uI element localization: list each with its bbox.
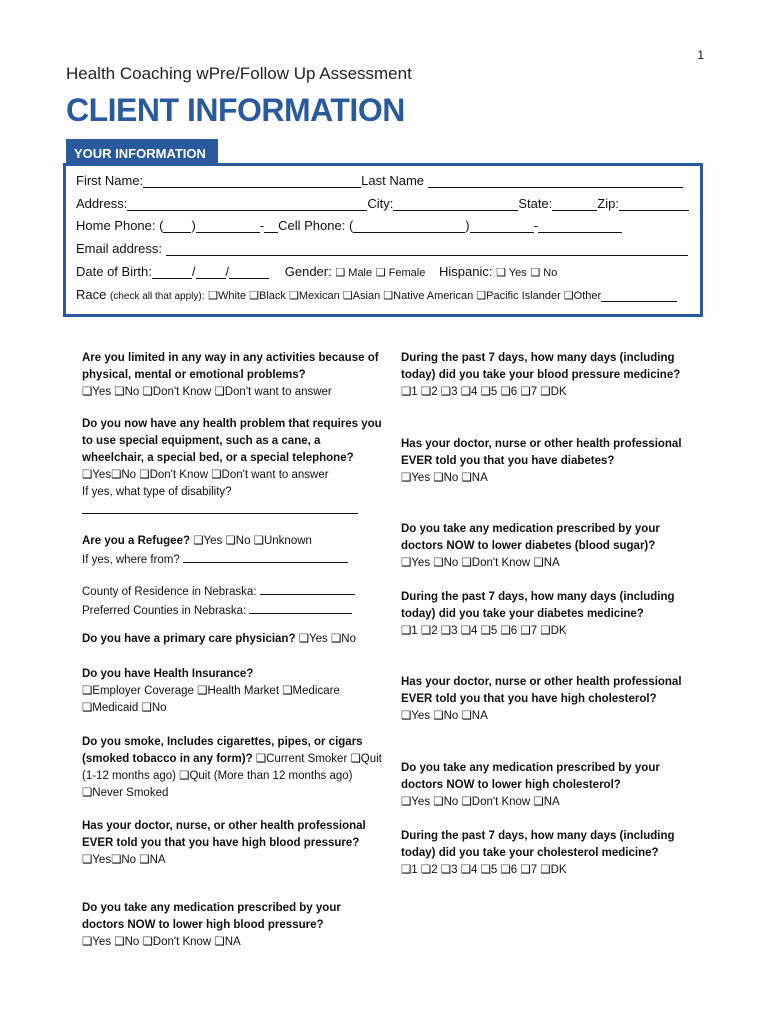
question-text: Do you take any medication prescribed by your doctors NOW to lower high blood pressure? — [82, 902, 341, 931]
question-text: Are you limited in any way in any activities because of physical, mental or emotional problems? — [82, 352, 379, 381]
preferred-label: Preferred Counties in Nebraska: — [82, 605, 247, 617]
answer-options[interactable]: ❑Yes ❑No ❑Unknown — [193, 535, 312, 547]
address-row — [76, 196, 689, 211]
question-diabetes-days — [401, 589, 686, 640]
county-field[interactable] — [260, 582, 355, 595]
state-label: State: — [518, 196, 553, 211]
answer-options[interactable]: ❑Yes ❑No ❑Don't Know ❑NA — [401, 796, 560, 808]
home-phone-field[interactable] — [196, 218, 260, 233]
cell-phone-label: Cell Phone: ( — [278, 218, 354, 233]
page-title: CLIENT INFORMATION — [66, 92, 405, 128]
email-label: Email address: — [76, 241, 162, 256]
answer-options[interactable]: ❑Yes ❑No ❑Don't Know ❑NA — [82, 936, 241, 948]
question-bp-med — [82, 900, 382, 951]
male-checkbox[interactable]: ❑ Male — [335, 267, 373, 279]
race-other-field[interactable] — [601, 287, 677, 302]
race-row — [76, 287, 677, 302]
home-phone-label: Home Phone: ( — [76, 218, 164, 233]
question-text: Do you now have any health problem that requires you to use special equipment, such as a cane, a wheelchair, a special bed, or a special telephone? — [82, 418, 382, 464]
answer-options[interactable]: ❑Yes ❑No ❑Don't Know ❑Don't want to answer — [82, 386, 332, 398]
email-field[interactable] — [166, 241, 688, 256]
preferred-field[interactable] — [249, 601, 352, 614]
follow-up-text: If yes, what type of disability? — [82, 486, 232, 498]
question-pcp — [82, 631, 382, 648]
hispanic-yes-checkbox[interactable]: ❑ Yes — [496, 267, 527, 279]
answer-options[interactable]: ❑1 ❑2 ❑3 ❑4 ❑5 ❑6 ❑7 ❑DK — [401, 864, 567, 876]
address-label: Address: — [76, 196, 128, 211]
page-number: 1 — [697, 48, 704, 62]
email-row — [76, 241, 688, 256]
refugee-origin-field[interactable] — [183, 550, 348, 563]
name-row — [76, 173, 683, 188]
first-name-field[interactable] — [143, 173, 361, 188]
dob-label: Date of Birth: — [76, 264, 152, 279]
answer-options[interactable]: ❑Yes❑No ❑NA — [82, 854, 166, 866]
answer-options[interactable]: ❑Yes ❑No ❑NA — [401, 710, 488, 722]
question-text: Do you have a primary care physician? — [82, 633, 296, 645]
question-bp — [82, 818, 382, 869]
cell-phone-field[interactable] — [470, 218, 534, 233]
document-subtitle: Health Coaching wPre/Follow Up Assessment — [66, 64, 412, 83]
hispanic-label: Hispanic: — [438, 264, 493, 279]
question-text: Has your doctor, nurse or other health professional EVER told you that you have high cholesterol? — [401, 676, 682, 705]
answer-options[interactable]: ❑Yes ❑No — [298, 633, 356, 645]
race-note: (check all that apply): — [109, 291, 205, 302]
county-label: County of Residence in Nebraska: — [82, 586, 257, 598]
hispanic-no-checkbox[interactable]: ❑ No — [530, 267, 558, 279]
race-options[interactable]: ❑White ❑Black ❑Mexican ❑Asian ❑Native American ❑Pacific Islander ❑Other — [208, 290, 602, 302]
question-text: Do you take any medication prescribed by your doctors NOW to lower high cholesterol? — [401, 762, 660, 791]
question-insurance — [82, 666, 382, 717]
cell-area-code-field[interactable] — [353, 218, 465, 233]
question-smoke — [82, 734, 382, 802]
city-field[interactable] — [393, 196, 518, 211]
zip-label: Zip: — [597, 196, 619, 211]
question-cholesterol-days — [401, 828, 686, 879]
question-text: Has your doctor, nurse, or other health professional EVER told you that you have high blood pressure? — [82, 820, 366, 849]
answer-options[interactable]: ❑Medicaid ❑No — [82, 702, 167, 714]
zip-field[interactable] — [619, 196, 689, 211]
question-diabetes — [401, 436, 686, 487]
city-label: City: — [367, 196, 394, 211]
race-label: Race — [76, 287, 107, 302]
last-name-field[interactable] — [428, 173, 683, 188]
question-text: Has your doctor, nurse or other health professional EVER told you that you have diabetes? — [401, 438, 682, 467]
state-field[interactable] — [552, 196, 597, 211]
gender-label: Gender: — [284, 264, 332, 279]
question-cholesterol-med — [401, 760, 686, 811]
question-text: Do you have Health Insurance? — [82, 668, 254, 680]
answer-options[interactable]: ❑Yes ❑No ❑Don't Know ❑NA — [401, 557, 560, 569]
dob-day-field[interactable] — [196, 264, 226, 279]
question-text: During the past 7 days, how many days (including today) did you take your blood pressure medicine? — [401, 352, 681, 381]
answer-options[interactable]: ❑Yes ❑No ❑NA — [401, 472, 488, 484]
dob-row: Date of Birth: / / Gender: ❑ Male ❑ Female Hispanic: ❑ Yes ❑ No — [76, 264, 558, 279]
answer-options[interactable]: ❑Yes❑No ❑Don't Know ❑Don't want to answer — [82, 469, 329, 481]
question-bp-days — [401, 350, 686, 401]
question-text: During the past 7 days, how many days (including today) did you take your diabetes medicine? — [401, 591, 675, 620]
question-text: Do you smoke, Includes cigarettes, pipes, or cigars (smoked tobacco in any form)? — [82, 736, 363, 765]
last-name-label: Last Name — [361, 173, 425, 188]
answer-options[interactable]: ❑Employer Coverage ❑Health Market ❑Medicare — [82, 685, 340, 697]
dob-month-field[interactable] — [152, 264, 192, 279]
address-field[interactable] — [127, 196, 367, 211]
question-cholesterol — [401, 674, 686, 725]
answer-options[interactable]: ❑Current Smoker ❑Quit (1-12 months ago) ❑Quit (More than 12 months ago) ❑Never Smoked — [82, 753, 382, 799]
question-text: During the past 7 days, how many days (including today) did you take your cholesterol medicine? — [401, 830, 675, 859]
question-diabetes-med — [401, 521, 686, 572]
home-area-code-field[interactable] — [163, 218, 191, 233]
question-refugee — [82, 533, 382, 569]
question-text: Do you take any medication prescribed by your doctors NOW to lower diabetes (blood sugar)? — [401, 523, 660, 552]
first-name-label: First Name: — [76, 173, 144, 188]
answer-options[interactable]: ❑1 ❑2 ❑3 ❑4 ❑5 ❑6 ❑7 ❑DK — [401, 386, 567, 398]
question-limited — [82, 350, 382, 401]
section-tab: YOUR INFORMATION — [66, 139, 218, 166]
phone-row: Home Phone: ( ) - Cell Phone: ( ) - — [76, 218, 622, 233]
answer-options[interactable]: ❑1 ❑2 ❑3 ❑4 ❑5 ❑6 ❑7 ❑DK — [401, 625, 567, 637]
disability-field[interactable] — [82, 501, 358, 514]
dob-year-field[interactable] — [229, 264, 269, 279]
follow-up-text: If yes, where from? — [82, 554, 180, 566]
county-block — [82, 582, 382, 620]
question-text: Are you a Refugee? — [82, 535, 190, 547]
female-checkbox[interactable]: ❑ Female — [375, 267, 426, 279]
question-equipment — [82, 416, 382, 520]
